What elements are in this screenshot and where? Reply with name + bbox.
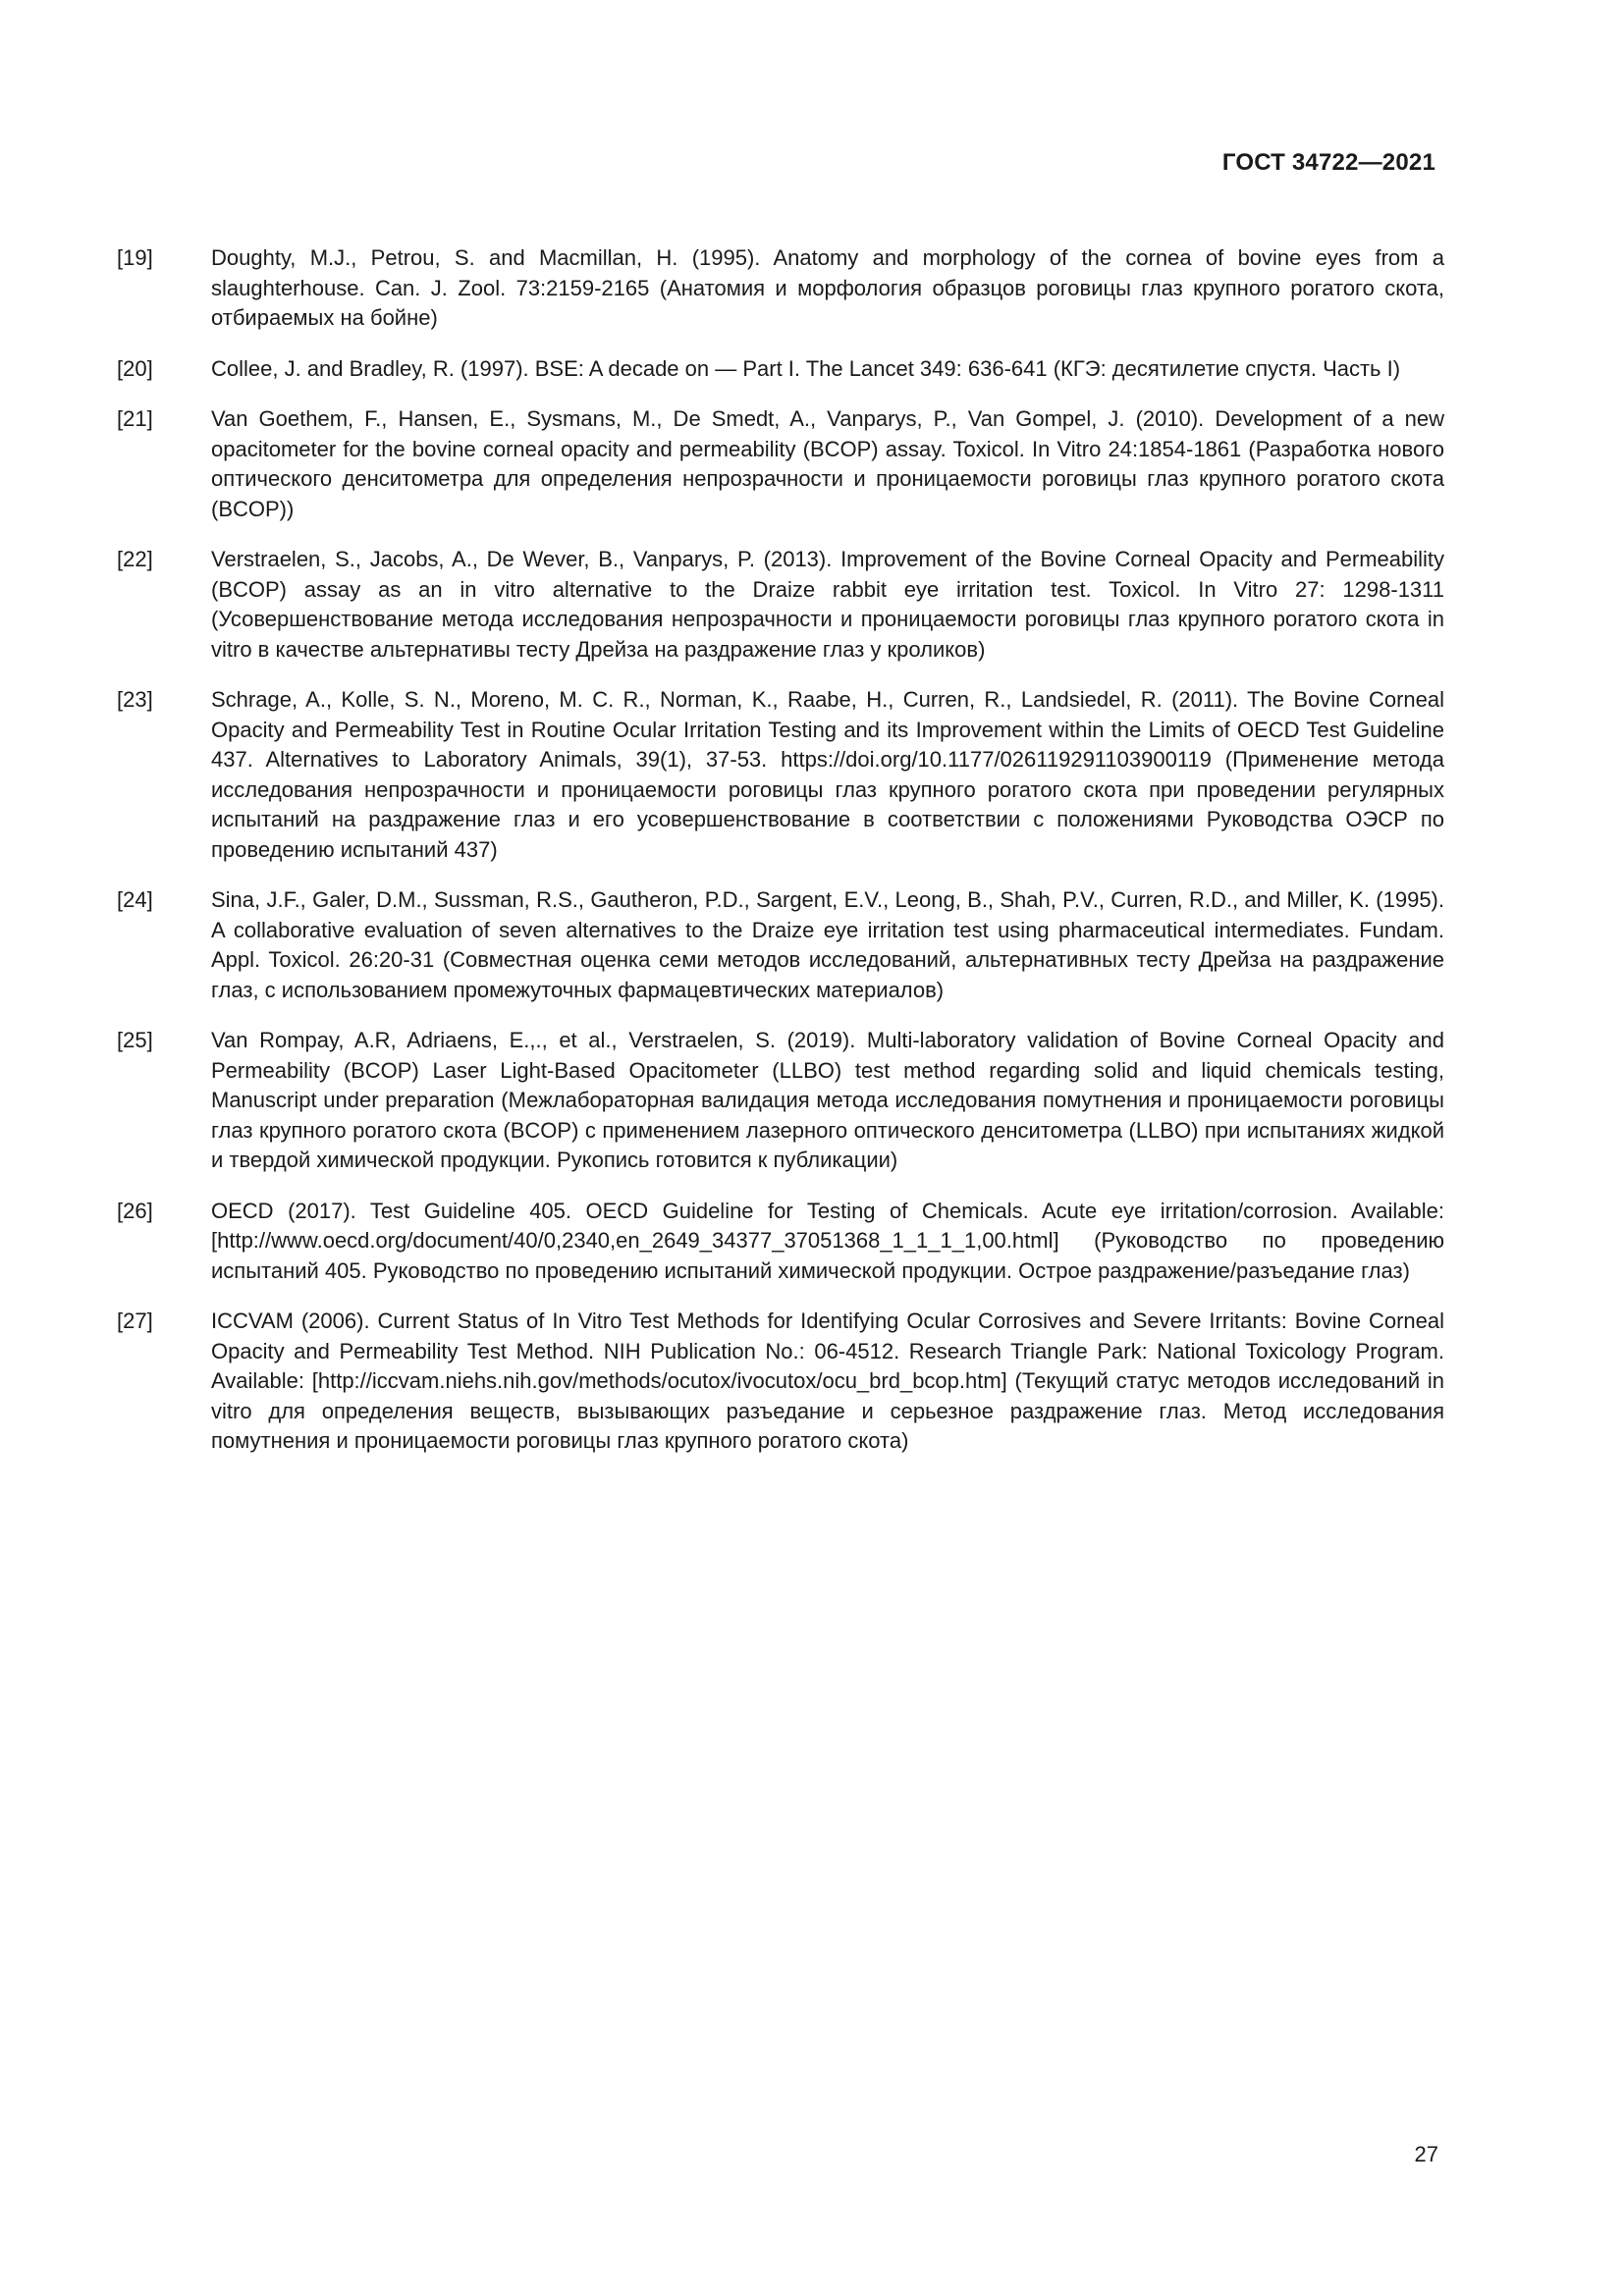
bibliography-entry xyxy=(117,1197,1444,1287)
bibliography-entry xyxy=(117,354,1444,385)
bibliography-entry xyxy=(117,243,1444,334)
bibliography-entry xyxy=(117,404,1444,524)
bibliography-entry xyxy=(117,1026,1444,1176)
reference-number: [21] xyxy=(117,406,153,431)
reference-text: OECD (2017). Test Guideline 405. OECD Guideline for Testing of Chemicals. Acute eye irritation/corrosion. Available: [http://www.oecd.org/document/40/0,2340,en_2649_34377_37051368_1_1_1_1,00.html] (Руководство по проведению испытаний 405. Руководство по проведению испытаний химической продукции. Острое раздражение/разъедание глаз) xyxy=(211,1198,1444,1283)
bibliography-entry xyxy=(117,885,1444,1005)
reference-text: Collee, J. and Bradley, R. (1997). BSE: A decade on — Part I. The Lancet 349: 636-641 (КГЭ: десятилетие спустя. Часть I) xyxy=(211,355,1401,381)
reference-number: [27] xyxy=(117,1308,153,1333)
reference-text: ICCVAM (2006). Current Status of In Vitro Test Methods for Identifying Ocular Corrosives and Severe Irritants: Bovine Corneal Opacity and Permeability Test Method. NIH Publication No.: 06-4512. Research Triangle Park: National Toxicology Program. Available: [http://iccvam.niehs.nih.gov/methods/ocutox/ivocutox/ocu_brd_bcop.htm] (Текущий статус методов исследований in vitro для определения веществ, вызывающих разъедание и серьезное раздражение глаз. Метод исследования помутнения и проницаемости роговицы глаз крупного рогатого скота) xyxy=(211,1308,1444,1453)
bibliography-entry xyxy=(117,685,1444,865)
standard-id-header: ГОСТ 34722—2021 xyxy=(1221,149,1435,176)
page-number: 27 xyxy=(1414,2142,1438,2166)
reference-text: Sina, J.F., Galer, D.M., Sussman, R.S., Gautheron, P.D., Sargent, E.V., Leong, B., Shah, P.V., Curren, R.D., and Miller, K. (1995). A collaborative evaluation of seven alternatives to the Draize eye irritation test using pharmaceutical intermediates. Fundam. Appl. Toxicol. 26:20-31 (Совместная оценка семи методов исследований, альтернативных тесту Дрейза на раздражение глаз, с использованием промежуточных фармацевтических материалов) xyxy=(211,887,1444,1002)
reference-text: Schrage, A., Kolle, S. N., Moreno, M. C. R., Norman, K., Raabe, H., Curren, R., Landsiedel, R. (2011). The Bovine Corneal Opacity and Permeability Test in Routine Ocular Irritation Testing and its Improvement within the Limits of OECD Test Guideline 437. Alternatives to Laboratory Animals, 39(1), 37-53. https://doi.org/10.1177/026119291103900119 (Применение метода исследования непрозрачности и проницаемости роговицы глаз крупного рогатого скота при проведении регулярных испытаний на раздражение глаз и его усовершенствование в соответствии с положениями Руководства ОЭСР по проведению испытаний 437) xyxy=(211,687,1444,862)
reference-text: Van Goethem, F., Hansen, E., Sysmans, M., De Smedt, A., Vanparys, P., Van Gompel, J. (2010). Development of a new opacitometer for the bovine corneal opacity and permeability (BCOP) assay. Toxicol. In Vitro 24:1854-1861 (Разработка нового оптического денситометра для определения непрозрачности и проницаемости роговицы глаз крупного рогатого скота (BCOP)) xyxy=(211,406,1444,521)
reference-number: [22] xyxy=(117,547,153,571)
reference-text: Van Rompay, A.R, Adriaens, E.,., et al., Verstraelen, S. (2019). Multi-laboratory validation of Bovine Corneal Opacity and Permeability (BCOP) Laser Light-Based Opacitometer (LLBO) test method regarding solid and liquid chemicals testing, Manuscript under preparation (Межлабораторная валидация метода исследования помутнения и проницаемости роговицы глаз крупного рогатого скота (BCOP) с применением лазерного оптического денситометра (LLBO) при испытаниях жидкой и твердой химической продукции. Рукопись готовится к публикации) xyxy=(211,1028,1444,1172)
bibliography-list xyxy=(117,243,1444,1477)
reference-number: [24] xyxy=(117,887,153,912)
reference-number: [20] xyxy=(117,355,153,381)
reference-number: [19] xyxy=(117,245,153,270)
reference-text: Doughty, M.J., Petrou, S. and Macmillan, H. (1995). Anatomy and morphology of the cornea of bovine eyes from a slaughterhouse. Can. J. Zool. 73:2159-2165 (Анатомия и морфология образцов роговицы глаз крупного рогатого скота, отбираемых на бойне) xyxy=(211,245,1444,330)
bibliography-entry xyxy=(117,545,1444,665)
reference-number: [25] xyxy=(117,1028,153,1052)
reference-number: [23] xyxy=(117,687,153,712)
reference-number: [26] xyxy=(117,1198,153,1223)
bibliography-entry xyxy=(117,1307,1444,1457)
reference-text: Verstraelen, S., Jacobs, A., De Wever, B., Vanparys, P. (2013). Improvement of the Bovine Corneal Opacity and Permeability (BCOP) assay as an in vitro alternative to the Draize rabbit eye irritation test. Toxicol. In Vitro 27: 1298-1311 (Усовершенствование метода исследования непрозрачности и проницаемости роговицы глаз крупного рогатого скота in vitro в качестве альтернативы тесту Дрейза на раздражение глаз у кроликов) xyxy=(211,547,1444,662)
